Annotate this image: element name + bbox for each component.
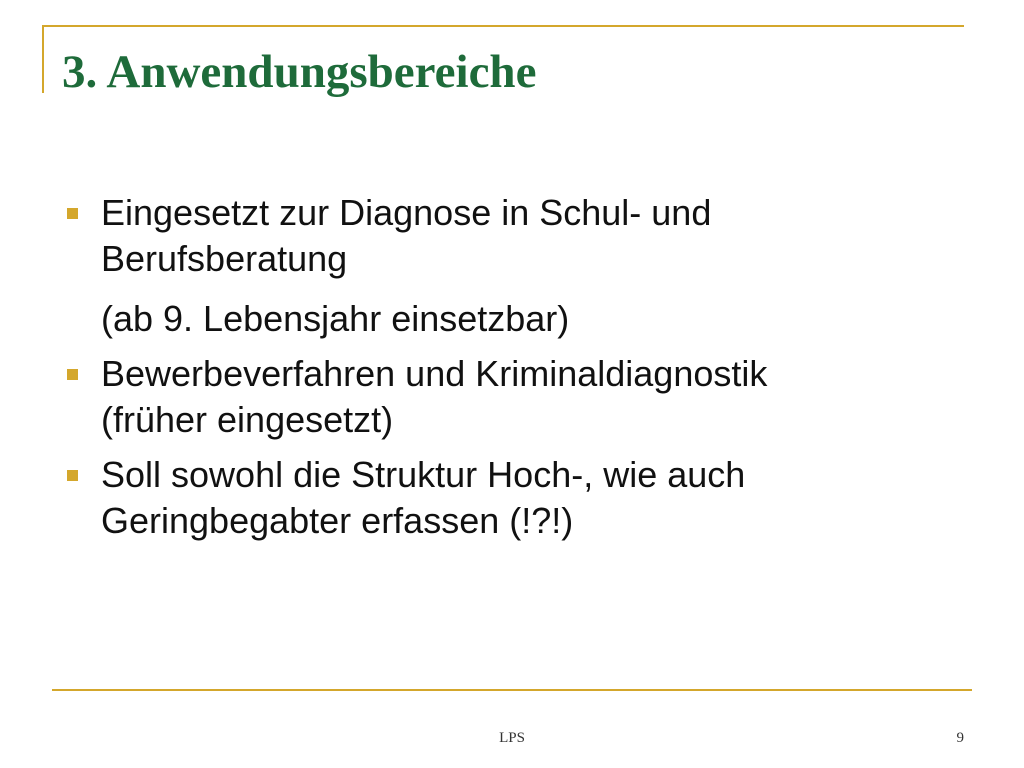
square-bullet-icon — [67, 208, 78, 219]
bullet-text-line: (früher eingesetzt) — [101, 399, 394, 440]
frame-top-line — [42, 25, 964, 27]
bullet-item-giftedness-range — [64, 452, 944, 544]
footer-label: LPS — [499, 730, 525, 746]
square-bullet-icon — [67, 470, 78, 481]
bullet-text-line: Berufsberatung — [101, 238, 348, 279]
bullet-text-line: Bewerbeverfahren und Kriminaldiagnostik — [101, 353, 768, 394]
bullet-item-diagnosis — [64, 190, 944, 342]
bullet-text-line: Geringbegabter erfassen (!?!) — [101, 500, 574, 541]
bullet-item-application-procedures — [64, 351, 944, 443]
bullet-note: (ab 9. Lebensjahr einsetzbar) — [101, 298, 570, 339]
footer-divider — [52, 689, 972, 691]
bullet-text-line: Soll sowohl die Struktur Hoch-, wie auch — [101, 454, 746, 495]
frame-left-line — [42, 25, 44, 93]
slide-title: 3. Anwendungsbereiche — [62, 46, 537, 98]
slide-content — [64, 190, 944, 553]
page-number: 9 — [956, 730, 964, 746]
bullet-text-line: Eingesetzt zur Diagnose in Schul- und — [101, 192, 712, 233]
square-bullet-icon — [67, 369, 78, 380]
